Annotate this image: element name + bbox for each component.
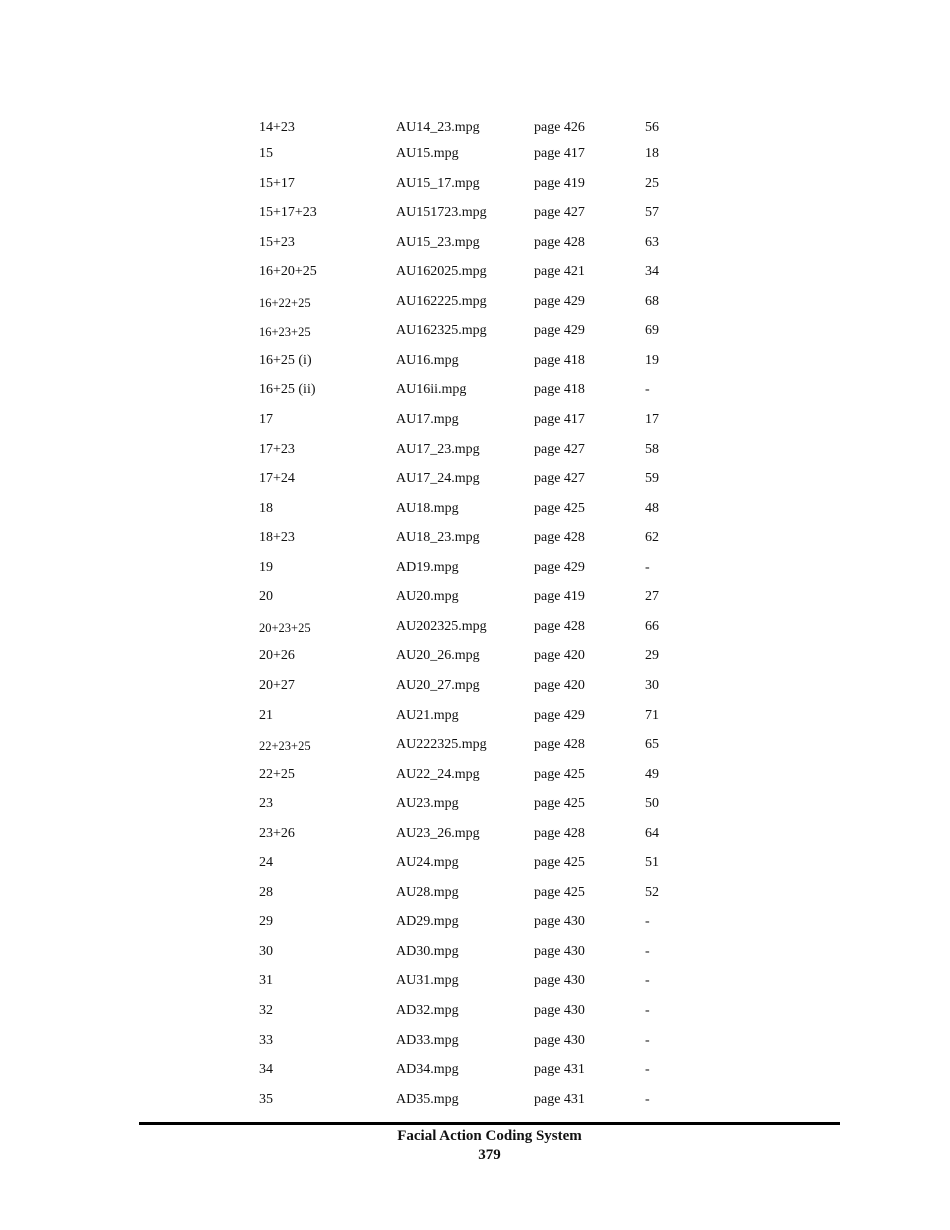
au-combination-cell: 20+23+25 <box>259 620 311 635</box>
au-combination-cell: 22+25 <box>259 766 295 782</box>
table-row <box>0 706 950 726</box>
au-combination-cell: 18+23 <box>259 530 295 546</box>
image-number-cell: - <box>645 914 650 930</box>
video-file-cell: AD32.mpg <box>396 1003 459 1018</box>
image-number-cell: 66 <box>645 618 659 634</box>
page-reference-cell: page 425 <box>534 884 585 900</box>
table-row <box>0 144 950 164</box>
page-reference-cell: page 429 <box>534 559 585 575</box>
image-number-cell: - <box>645 1003 650 1018</box>
video-file-cell: AU222325.mpg <box>396 737 487 752</box>
table-row <box>0 321 950 341</box>
image-number-cell: 62 <box>645 530 659 546</box>
table-row <box>0 912 950 932</box>
au-combination-cell: 14+23 <box>259 120 295 135</box>
image-number-cell: 29 <box>645 648 659 664</box>
image-number-cell: 69 <box>645 323 659 339</box>
page-reference-cell: page 419 <box>534 589 585 605</box>
video-file-cell: AD19.mpg <box>396 559 459 575</box>
table-row <box>0 1060 950 1080</box>
table-row <box>0 735 950 755</box>
table-row <box>0 558 950 578</box>
page-reference-cell: page 417 <box>534 411 585 427</box>
video-file-cell: AU21.mpg <box>396 707 459 723</box>
page-reference-cell: page 425 <box>534 766 585 782</box>
table-row <box>0 1001 950 1021</box>
video-file-cell: AU15.mpg <box>396 146 459 161</box>
image-number-cell: 19 <box>645 352 659 368</box>
video-file-cell: AU15_23.mpg <box>396 234 480 250</box>
page-reference-cell: page 429 <box>534 707 585 723</box>
table-row <box>0 380 950 400</box>
video-file-cell: AU23.mpg <box>396 796 459 812</box>
video-file-cell: AD29.mpg <box>396 914 459 930</box>
footer-title: Facial Action Coding System <box>397 1128 582 1144</box>
image-number-cell: 59 <box>645 471 659 487</box>
page-reference-cell: page 427 <box>534 441 585 457</box>
au-combination-cell: 16+22+25 <box>259 295 311 310</box>
table-row <box>0 794 950 814</box>
au-combination-cell: 31 <box>259 973 273 989</box>
au-combination-cell: 17+24 <box>259 471 295 487</box>
video-file-cell: AU31.mpg <box>396 973 459 989</box>
image-number-cell: 30 <box>645 677 659 693</box>
video-file-cell: AU20_26.mpg <box>396 648 480 664</box>
page-reference-cell: page 426 <box>534 120 585 135</box>
page-reference-cell: page 430 <box>534 914 585 930</box>
image-number-cell: 71 <box>645 707 659 723</box>
image-number-cell: 63 <box>645 234 659 250</box>
table-row <box>0 587 950 607</box>
au-combination-cell: 15+23 <box>259 234 295 250</box>
au-combination-cell: 16+25 (i) <box>259 352 312 368</box>
page-reference-cell: page 431 <box>534 1091 585 1107</box>
video-file-cell: AU18_23.mpg <box>396 530 480 546</box>
image-number-cell: - <box>645 559 650 575</box>
page-reference-cell: page 429 <box>534 323 585 339</box>
image-number-cell: 48 <box>645 500 659 516</box>
page-reference-cell: page 428 <box>534 234 585 250</box>
page-reference-cell: page 428 <box>534 618 585 634</box>
page-reference-cell: page 425 <box>534 796 585 812</box>
au-combination-cell: 20+27 <box>259 677 295 693</box>
image-number-cell: - <box>645 1032 650 1048</box>
page-reference-cell: page 430 <box>534 1003 585 1018</box>
video-file-cell: AU17.mpg <box>396 411 459 427</box>
page-reference-cell: page 425 <box>534 855 585 871</box>
au-combination-cell: 22+23+25 <box>259 739 311 753</box>
table-row <box>0 440 950 460</box>
table-row <box>0 233 950 253</box>
image-number-cell: - <box>645 943 650 959</box>
au-combination-cell: 20 <box>259 589 273 605</box>
video-file-cell: AU162325.mpg <box>396 323 487 339</box>
video-file-cell: AD30.mpg <box>396 943 459 959</box>
table-row <box>0 262 950 282</box>
au-combination-cell: 17+23 <box>259 441 295 457</box>
video-file-cell: AD34.mpg <box>396 1062 459 1078</box>
page-reference-cell: page 430 <box>534 943 585 959</box>
video-file-cell: AU18.mpg <box>396 500 459 516</box>
image-number-cell: 56 <box>645 120 659 135</box>
au-combination-cell: 20+26 <box>259 648 295 664</box>
page-reference-cell: page 428 <box>534 530 585 546</box>
image-number-cell: 64 <box>645 825 659 841</box>
table-row <box>0 292 950 312</box>
page-reference-cell: page 418 <box>534 382 585 398</box>
au-combination-cell: 15+17+23 <box>259 205 317 221</box>
au-combination-cell: 23+26 <box>259 825 295 841</box>
image-number-cell: 18 <box>645 146 659 161</box>
table-row <box>0 1090 950 1110</box>
table-row <box>0 410 950 430</box>
image-number-cell: 52 <box>645 884 659 900</box>
video-file-cell: AU23_26.mpg <box>396 825 480 841</box>
au-combination-cell: 15 <box>259 146 273 161</box>
table-row <box>0 528 950 548</box>
page-reference-cell: page 420 <box>534 648 585 664</box>
au-combination-cell: 34 <box>259 1062 273 1078</box>
table-row <box>0 203 950 223</box>
video-file-cell: AU14_23.mpg <box>396 120 480 135</box>
page-reference-cell: page 431 <box>534 1062 585 1078</box>
au-combination-cell: 23 <box>259 796 273 812</box>
table-row <box>0 351 950 371</box>
video-file-cell: AU162225.mpg <box>396 293 487 309</box>
video-file-cell: AD35.mpg <box>396 1091 459 1107</box>
au-combination-cell: 17 <box>259 411 273 427</box>
page-reference-cell: page 425 <box>534 500 585 516</box>
image-number-cell: 25 <box>645 175 659 191</box>
image-number-cell: 27 <box>645 589 659 605</box>
table-row <box>0 646 950 666</box>
page-reference-cell: page 418 <box>534 352 585 368</box>
video-file-cell: AU24.mpg <box>396 855 459 871</box>
video-file-cell: AU17_23.mpg <box>396 441 480 457</box>
video-file-cell: AD33.mpg <box>396 1032 459 1048</box>
au-combination-cell: 15+17 <box>259 175 295 191</box>
page-number: 379 <box>478 1147 501 1163</box>
image-number-cell: 17 <box>645 411 659 427</box>
video-file-cell: AU202325.mpg <box>396 618 487 634</box>
au-combination-cell: 24 <box>259 855 273 871</box>
table-row <box>0 499 950 519</box>
image-number-cell: 49 <box>645 766 659 782</box>
page-reference-cell: page 427 <box>534 205 585 221</box>
au-combination-cell: 16+25 (ii) <box>259 382 316 398</box>
page-reference-cell: page 430 <box>534 1032 585 1048</box>
au-combination-cell: 32 <box>259 1003 273 1018</box>
table-row <box>0 853 950 873</box>
au-combination-cell: 30 <box>259 943 273 959</box>
page-reference-cell: page 429 <box>534 293 585 309</box>
page-reference-cell: page 430 <box>534 973 585 989</box>
image-number-cell: 51 <box>645 855 659 871</box>
au-combination-cell: 16+20+25 <box>259 264 317 280</box>
au-combination-cell: 29 <box>259 914 273 930</box>
footer-rule <box>139 1122 840 1125</box>
table-row <box>0 174 950 194</box>
video-file-cell: AU28.mpg <box>396 884 459 900</box>
image-number-cell: 65 <box>645 737 659 752</box>
au-combination-cell: 35 <box>259 1091 273 1107</box>
table-row <box>0 118 950 138</box>
image-number-cell: - <box>645 1062 650 1078</box>
video-file-cell: AU15_17.mpg <box>396 175 480 191</box>
table-row <box>0 765 950 785</box>
table-row <box>0 617 950 637</box>
au-combination-cell: 28 <box>259 884 273 900</box>
video-file-cell: AU20.mpg <box>396 589 459 605</box>
image-number-cell: 57 <box>645 205 659 221</box>
au-combination-cell: 18 <box>259 500 273 516</box>
page-reference-cell: page 428 <box>534 737 585 752</box>
page-reference-cell: page 427 <box>534 471 585 487</box>
page-reference-cell: page 417 <box>534 146 585 161</box>
table-row <box>0 676 950 696</box>
page-reference-cell: page 421 <box>534 264 585 280</box>
image-number-cell: 58 <box>645 441 659 457</box>
image-number-cell: 50 <box>645 796 659 812</box>
video-file-cell: AU16ii.mpg <box>396 382 467 398</box>
video-file-cell: AU162025.mpg <box>396 264 487 280</box>
table-row <box>0 942 950 962</box>
page-reference-cell: page 419 <box>534 175 585 191</box>
image-number-cell: 34 <box>645 264 659 280</box>
au-combination-cell: 19 <box>259 559 273 575</box>
image-number-cell: - <box>645 382 650 398</box>
page-reference-cell: page 428 <box>534 825 585 841</box>
image-number-cell: - <box>645 1091 650 1107</box>
video-file-cell: AU22_24.mpg <box>396 766 480 782</box>
au-combination-cell: 21 <box>259 707 273 723</box>
video-file-cell: AU17_24.mpg <box>396 471 480 487</box>
table-row <box>0 1031 950 1051</box>
table-row <box>0 971 950 991</box>
image-number-cell: 68 <box>645 293 659 309</box>
table-row <box>0 469 950 489</box>
table-row <box>0 824 950 844</box>
au-combination-cell: 16+23+25 <box>259 325 311 340</box>
au-combination-cell: 33 <box>259 1032 273 1048</box>
page-reference-cell: page 420 <box>534 677 585 693</box>
table-row <box>0 883 950 903</box>
video-file-cell: AU16.mpg <box>396 352 459 368</box>
video-file-cell: AU20_27.mpg <box>396 677 480 693</box>
image-number-cell: - <box>645 973 650 989</box>
video-file-cell: AU151723.mpg <box>396 205 487 221</box>
